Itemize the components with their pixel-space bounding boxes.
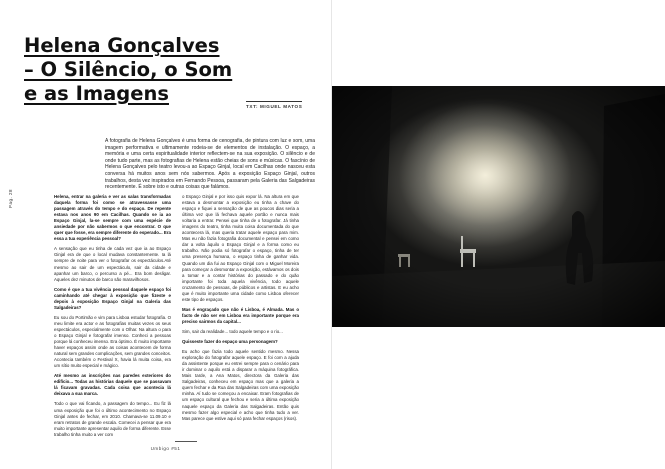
text-column-1: [54, 194, 171, 437]
answer-paragraph: o Espaço Ginjal e por isso quis expor lá. Na altura em que estava a desmontar a exposição eu tinha a chave do espaço e fiquei a sensação de que as poucos dias seria a última vez que lá fechava aquele portão e nunca mais voltaria a entrar. Pensei que tinha de o fotografar. Já tinha imagens do teatro, tinha muita coisa documentada do que acontecera lá, mas queria tratar aquele espaço para mim. Mas eu não fazia fotografia documental e pensei em como dar a volta àquilo o Espaço Ginjal e a forma como eu trabalho. Não podia só fotografar o espaço, tinha de ter uma presença humana, o espaço tinha de ganhar vida. Quando um dia fui ao Espaço Ginjal com o Miguel Moreira para começar a desmontar a exposição, estávamos os dois a tomar e a contar histórias do passado e do quão importante foi toda aquela vivência, todo aquele cruzamento de pessoas, de públicos e artistas. E eu acho que é muito importante uma cidade como Lisboa oferecer este tipo de espaços.: [182, 194, 299, 302]
title-line-2: – O Silêncio, o Som: [24, 58, 233, 81]
lead-paragraph: A fotografia de Helena Gonçalves é uma forma de cenografia, de pintura com luz e som, uma imagem performativa e ultimamente rodeia-se de elementos de instalação. O espaço, a memória e uma certa espiritualidade interior reflectem-se na sua exposição. O silêncio e de onde tudo parte, mas as fotografias de Helena estão cheias de sons e músicas. O fascínio de Helena Gonçalves pelo teatro levou-a ao Espaço Ginjal, local em Cacilhas onde nasceu esta conversa há muitos anos sem nós sabermos. Após a exposição Espaço Ginjal, outros trabalhos, desta vez inspirados em Fernando Pessoa, passaram pela Galeria das Salgadeiras recentemente. É sobre isto e outras coisas que falámos.: [105, 138, 315, 191]
answer-paragraph: Sim, sair da realidade... todo aquele tempo e o rio...: [182, 328, 283, 334]
page-number-label: Pag. 28: [8, 188, 13, 208]
author-credit: TXT: MIGUEL MATOS: [246, 101, 302, 109]
text-column-2: [182, 194, 299, 430]
magazine-footer: Umbigo #51: [150, 446, 181, 451]
title-line-1: Helena Gonçalves: [24, 34, 220, 57]
theatre-photograph: [332, 86, 665, 327]
answer-paragraph: Eu acho que fazia todo aquele sentido mesmo. Nessa exploração do fotografar aquele espaço. E foi com a ajuda da assistente porque eu entrei sempre para o cenário para ir dominar o aquilo está a disparar a máquina fotográfica. Mais tarde, a Ana Matos, directora da Galeria das Salgadeiras, conheceu em espaço mas que a galeria a quem fechar e da Rua das Salgadeiras com uma exposição minha. Aí tudo se começou a encaixar. Eram fotografias de um espaço cultural que fechou e seria a última exposição naquele espaço da Galeria das Salgadeiras. Então quis mesmo fazer algo especial e acho que tinha tudo a ver. Mas parece que estive aqui só para fechar espaços (risos).: [182, 349, 299, 421]
question-paragraph: Mas é engraçado que não é Lisboa, é Almada. Mas o facto de não ser em Lisboa era importante porque era preciso sairmos da capital...: [182, 306, 299, 324]
title-line-3: e as Imagens: [24, 82, 169, 105]
footer-rule: [175, 441, 197, 442]
answer-paragraph: Eu sou do Portimão e vim para Lisboa estudar fotografia. O meu limite era actor e as fotografias muitas vezes os seus espectáculos, especialmente com o Olhar. Na altura o para o Espaço Ginjal e fotografar imenso. Conheci a pessoas porque lá conheceu imenso. Era óptimo. É muito importante haver espaços assim onde as coisas acontecem de forma natural sem grandes complicações, sem grandes conceitos. Acontecia também o Festival X, havia lá muita coisa, era um sítio muito especial e mágico.: [54, 314, 171, 369]
question-paragraph: Como é que a tua vivência pessoal daquele espaço foi caminhando até chegar à exposição que fizeste e depois à exposição Espaço Ginjal na Galeria das Salgadeiras?: [54, 286, 171, 310]
answer-paragraph: Todo o que vai ficando, a passagem do tempo... Eu fiz lá uma exposição que foi o último acontecimento no Espaço Ginjal antes de fechar, em 2010. Chamava-se 11.09.10 e eram retratos de grande escala. Comecei a pensar que era muito importante apresentar aquilo de forma diferente. Esse trabalho tinha muito a ver com: [54, 401, 171, 437]
question-paragraph: Helena, entrar na galeria e ver as salas transformadas daquela forma foi como se atravessasse uma passagem através do tempo e do espaço. De repente estava nos anos 90 em Cacilhas. Quando se ia ao Espaço Ginjal, la-se sempre com uma espécie de ansiedade por não sabermos o que encontrar. O que quer que fosse, era sempre diferente do esperado... Era essa a tua experiência pessoal?: [54, 194, 171, 242]
photo-scene: [332, 86, 665, 327]
article-title: [24, 34, 324, 106]
answer-paragraph: A sensação que eu tinha de cada vez que ia ao Espaço Ginjal era de que o local mudava constantemente. Ia lá sempre de noite para ver o fotografar os espectáculos.Até mesmo ao sair de um espectáculo, sair da cidade e apanhar um barco, o percurso a pé... Era bom desligar. Aqueles dez minutos de barco são maravilhosos.: [54, 246, 171, 282]
question-paragraph: Até mesmo as inscrições nas paredes exteriores do edifício... Todas as histórias daquele que se passavam lá ficavam gravadas. Cada coisa que acontecia lá deixava a sua marca.: [54, 373, 171, 397]
question-paragraph: Quisseste fazer do espaço uma personagem?: [182, 339, 278, 345]
